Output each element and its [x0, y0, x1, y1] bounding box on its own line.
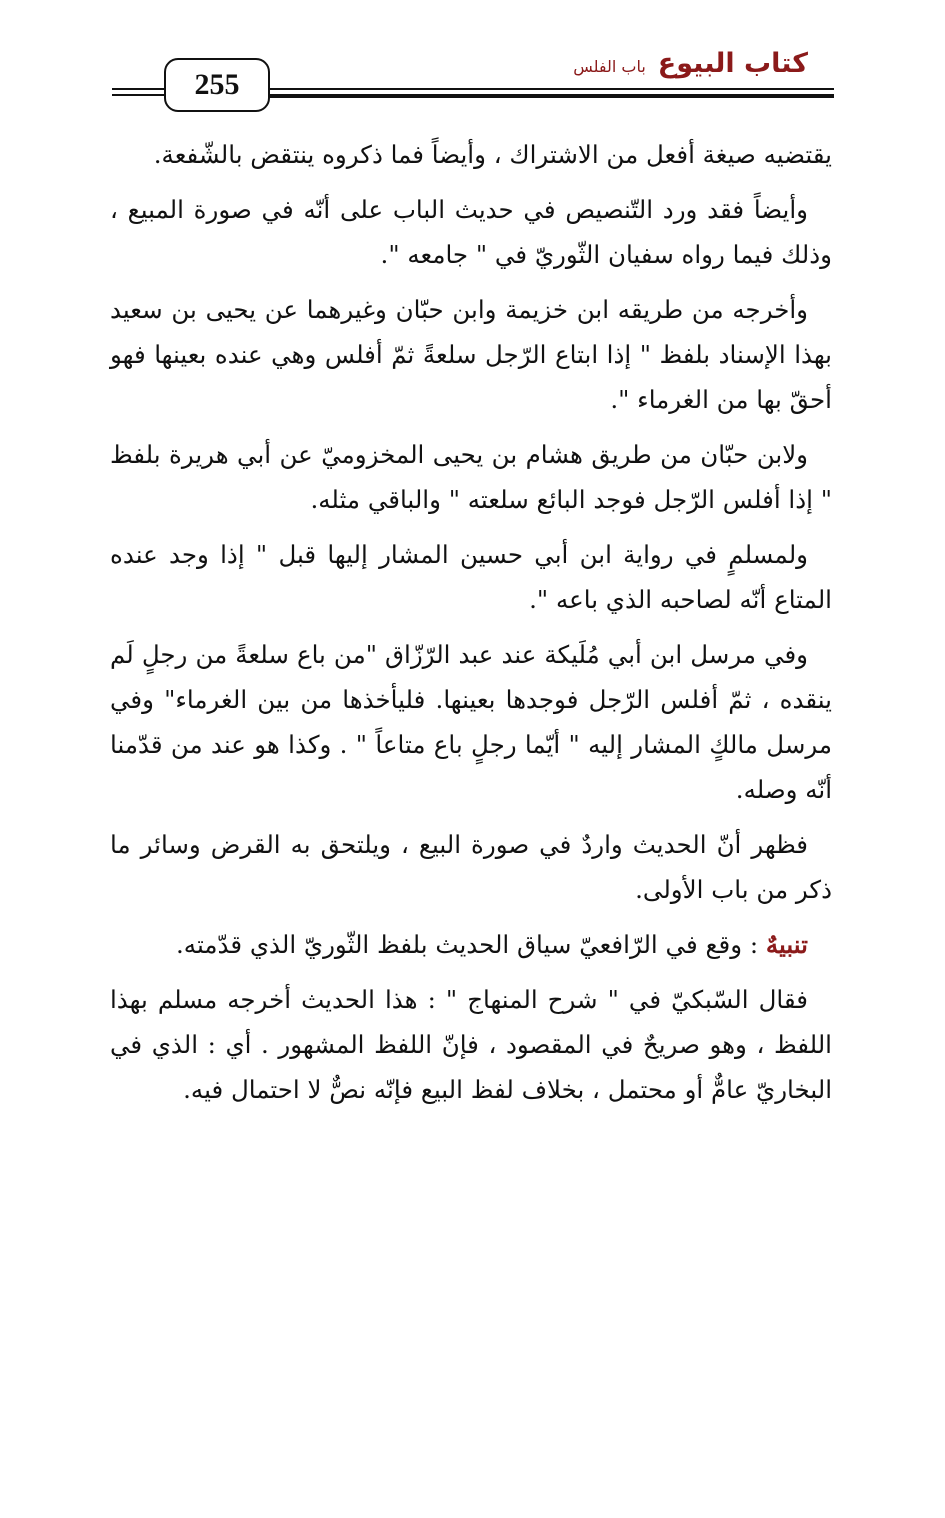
paragraph: يقتضيه صيغة أفعل من الاشتراك ، وأيضاً فما ذكروه ينتقض بالشّفعة.: [153, 140, 832, 169]
paragraph: وأيضاً فقد ورد التّنصيص في حديث الباب على أنّه في صورة المبيع ، وذلك فيما رواه سفيان الثّوريّ في " جامعه ".: [110, 195, 832, 269]
paragraph: ولمسلمٍ في رواية ابن أبي حسين المشار إليها قبل " إذا وجد عنده المتاع أنّه لصاحبه الذي باعه ".: [110, 540, 832, 614]
note-text: : وقع في الرّافعيّ سياق الحديث بلفظ الثّوريّ الذي قدّمته.: [176, 930, 766, 959]
paragraph: وفي مرسل ابن أبي مُلَيكة عند عبد الرّزّاق "من باع سلعةً من رجلٍ لَم ينقده ، ثمّ أفلس الرّجل فوجدها بعينها. فليأخذها من بين الغرماء" وفي مرسل مالكٍ المشار إليه " أيّما رجلٍ باع متاعاً " . وكذا هو عند من قدّمنا أنّه وصله.: [110, 640, 832, 804]
note-label: تنبيهٌ: [765, 930, 808, 959]
paragraph: ولابن حبّان من طريق هشام بن يحيى المخزوميّ عن أبي هريرة بلفظ " إذا أفلس الرّجل فوجد البائع سلعته " والباقي مثله.: [110, 440, 832, 514]
header-rule: [112, 94, 164, 96]
page-number: 255: [164, 58, 270, 112]
paragraph: وأخرجه من طريقه ابن خزيمة وابن حبّان وغيرهما عن يحيى بن سعيد بهذا الإسناد بلفظ " إذا ابتاع الرّجل سلعةً ثمّ أفلس وهي عنده بعينها فهو أحقّ بها من الغرماء ".: [110, 295, 832, 414]
header-rule: [112, 88, 164, 90]
header-rule: [270, 94, 834, 98]
note-paragraph: [110, 922, 832, 967]
running-title: [573, 48, 808, 79]
page-header: [112, 48, 834, 118]
page-body: [110, 132, 832, 1122]
paragraph: فقال السّبكيّ في " شرح المنهاج " : هذا الحديث أخرجه مسلم بهذا اللفظ ، وهو صريحٌ في المقصود ، فإنّ اللفظ المشهور . أي : الذي في البخاريّ عامٌّ أو محتمل ، بخلاف لفظ البيع فإنّه نصٌّ لا احتمال فيه.: [110, 985, 832, 1104]
header-rule: [270, 88, 834, 90]
book-title: كتاب البيوع: [657, 48, 808, 79]
chapter-title: باب الفلس: [573, 57, 646, 76]
paragraph: فظهر أنّ الحديث واردٌ في صورة البيع ، ويلتحق به القرض وسائر ما ذكر من باب الأولى.: [110, 830, 832, 904]
